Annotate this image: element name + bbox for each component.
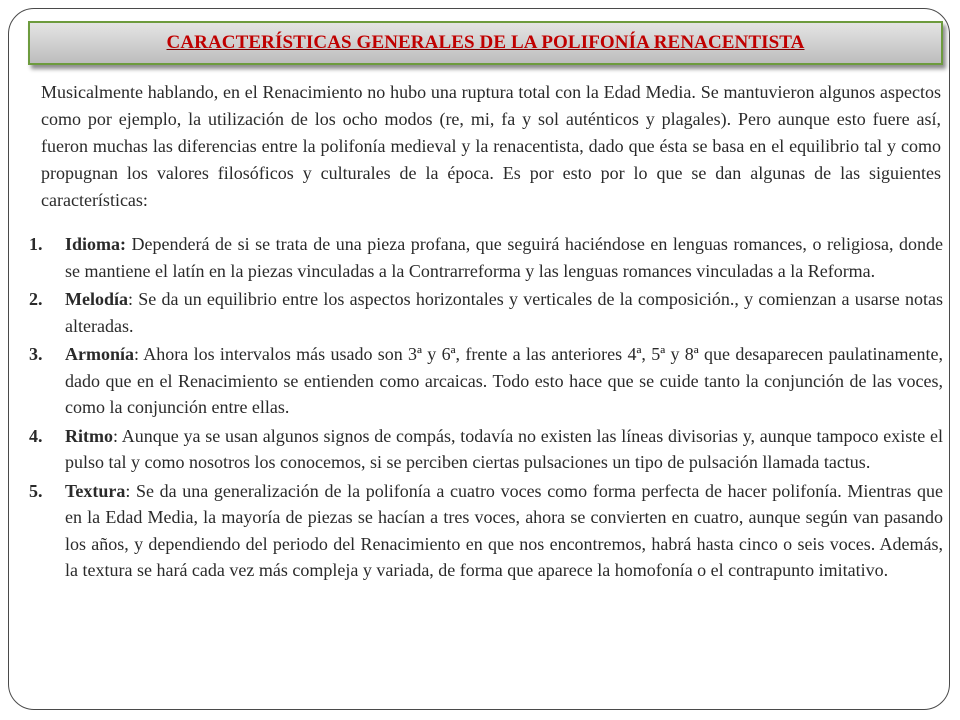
list-item-number: 4.	[29, 425, 43, 446]
list-item-term: Idioma:	[65, 234, 127, 254]
list-item-number: 2.	[29, 289, 43, 309]
list-item-armonia	[29, 341, 943, 421]
list-item-text: : Se da un equilibrio entre los aspectos horizontales y verticales de la composición., y comienzan a usarse notas alteradas.	[65, 289, 943, 336]
list-item-number: 1.	[29, 234, 43, 254]
list-item-ritmo	[29, 423, 943, 476]
list-item-melodia	[29, 286, 943, 339]
list-item-term: Melodía	[65, 289, 128, 309]
title-banner	[28, 21, 943, 65]
characteristics-list	[29, 231, 943, 586]
list-item-idioma	[29, 231, 943, 284]
list-item-text: : Ahora los intervalos más usado son 3ª y 6ª, frente a las anteriores 4ª, 5ª y 8ª que desaparecen paulatinamente, dado que en el Renacimiento se entienden como arcaicas. Todo esto hace que se cuide tanto la conjunción de las voces, como la conjunción entre ellas.	[65, 344, 943, 417]
intro-paragraph: Musicalmente hablando, en el Renacimiento no hubo una ruptura total con la Edad Media. Se mantuvieron algunos aspectos como por ejemplo, la utilización de los ocho modos (re, mi, fa y sol auténticos y plagales). Pero aunque esto fuere así, fueron muchas las diferencias entre la polifonía medieval y la renacentista, dado que ésta se basa en el equilibrio tal y como propugnan los valores filosóficos y culturales de la época. Es por esto por lo que se dan algunas de las siguientes características:	[41, 82, 941, 210]
list-item-term: Ritmo	[65, 425, 113, 446]
list-item-term: Armonía	[65, 344, 134, 364]
list-item-text: : Se da una generalización de la polifonía a cuatro voces como forma perfecta de hacer polifonía. Mientras que en la Edad Media, la mayoría de piezas se hacían a tres voces, ahora se convierten en cuatro, aunque según van pasando los años, y dependiendo del periodo del Renacimiento en que nos encontremos, habrá hasta cinco o seis voces. Además, la textura se hará cada vez más compleja y variada, de forma que aparece la homofonía o el contrapunto imitativo.	[65, 480, 943, 580]
slide-frame	[8, 8, 950, 710]
page-title: CARACTERÍSTICAS GENERALES DE LA POLIFONÍA RENACENTISTA	[166, 32, 805, 53]
list-item-number: 5.	[29, 480, 43, 501]
list-item-number: 3.	[29, 344, 43, 364]
list-item-text: : Aunque ya se usan algunos signos de compás, todavía no existen las líneas divisorias y, aunque tampoco existe el pulso tal y como nosotros los conocemos, si se perciben ciertas pulsaciones un tipo de pulsación llamada tactus.	[65, 425, 943, 472]
list-item-term: Textura	[65, 480, 126, 501]
list-item-textura	[29, 478, 943, 584]
list-item-text: Dependerá de si se trata de una pieza profana, que seguirá haciéndose en lenguas romances, o religiosa, donde se mantiene el latín en la piezas vinculadas a la Contrarreforma y las lenguas romances vinculadas a la Reforma.	[65, 234, 943, 281]
